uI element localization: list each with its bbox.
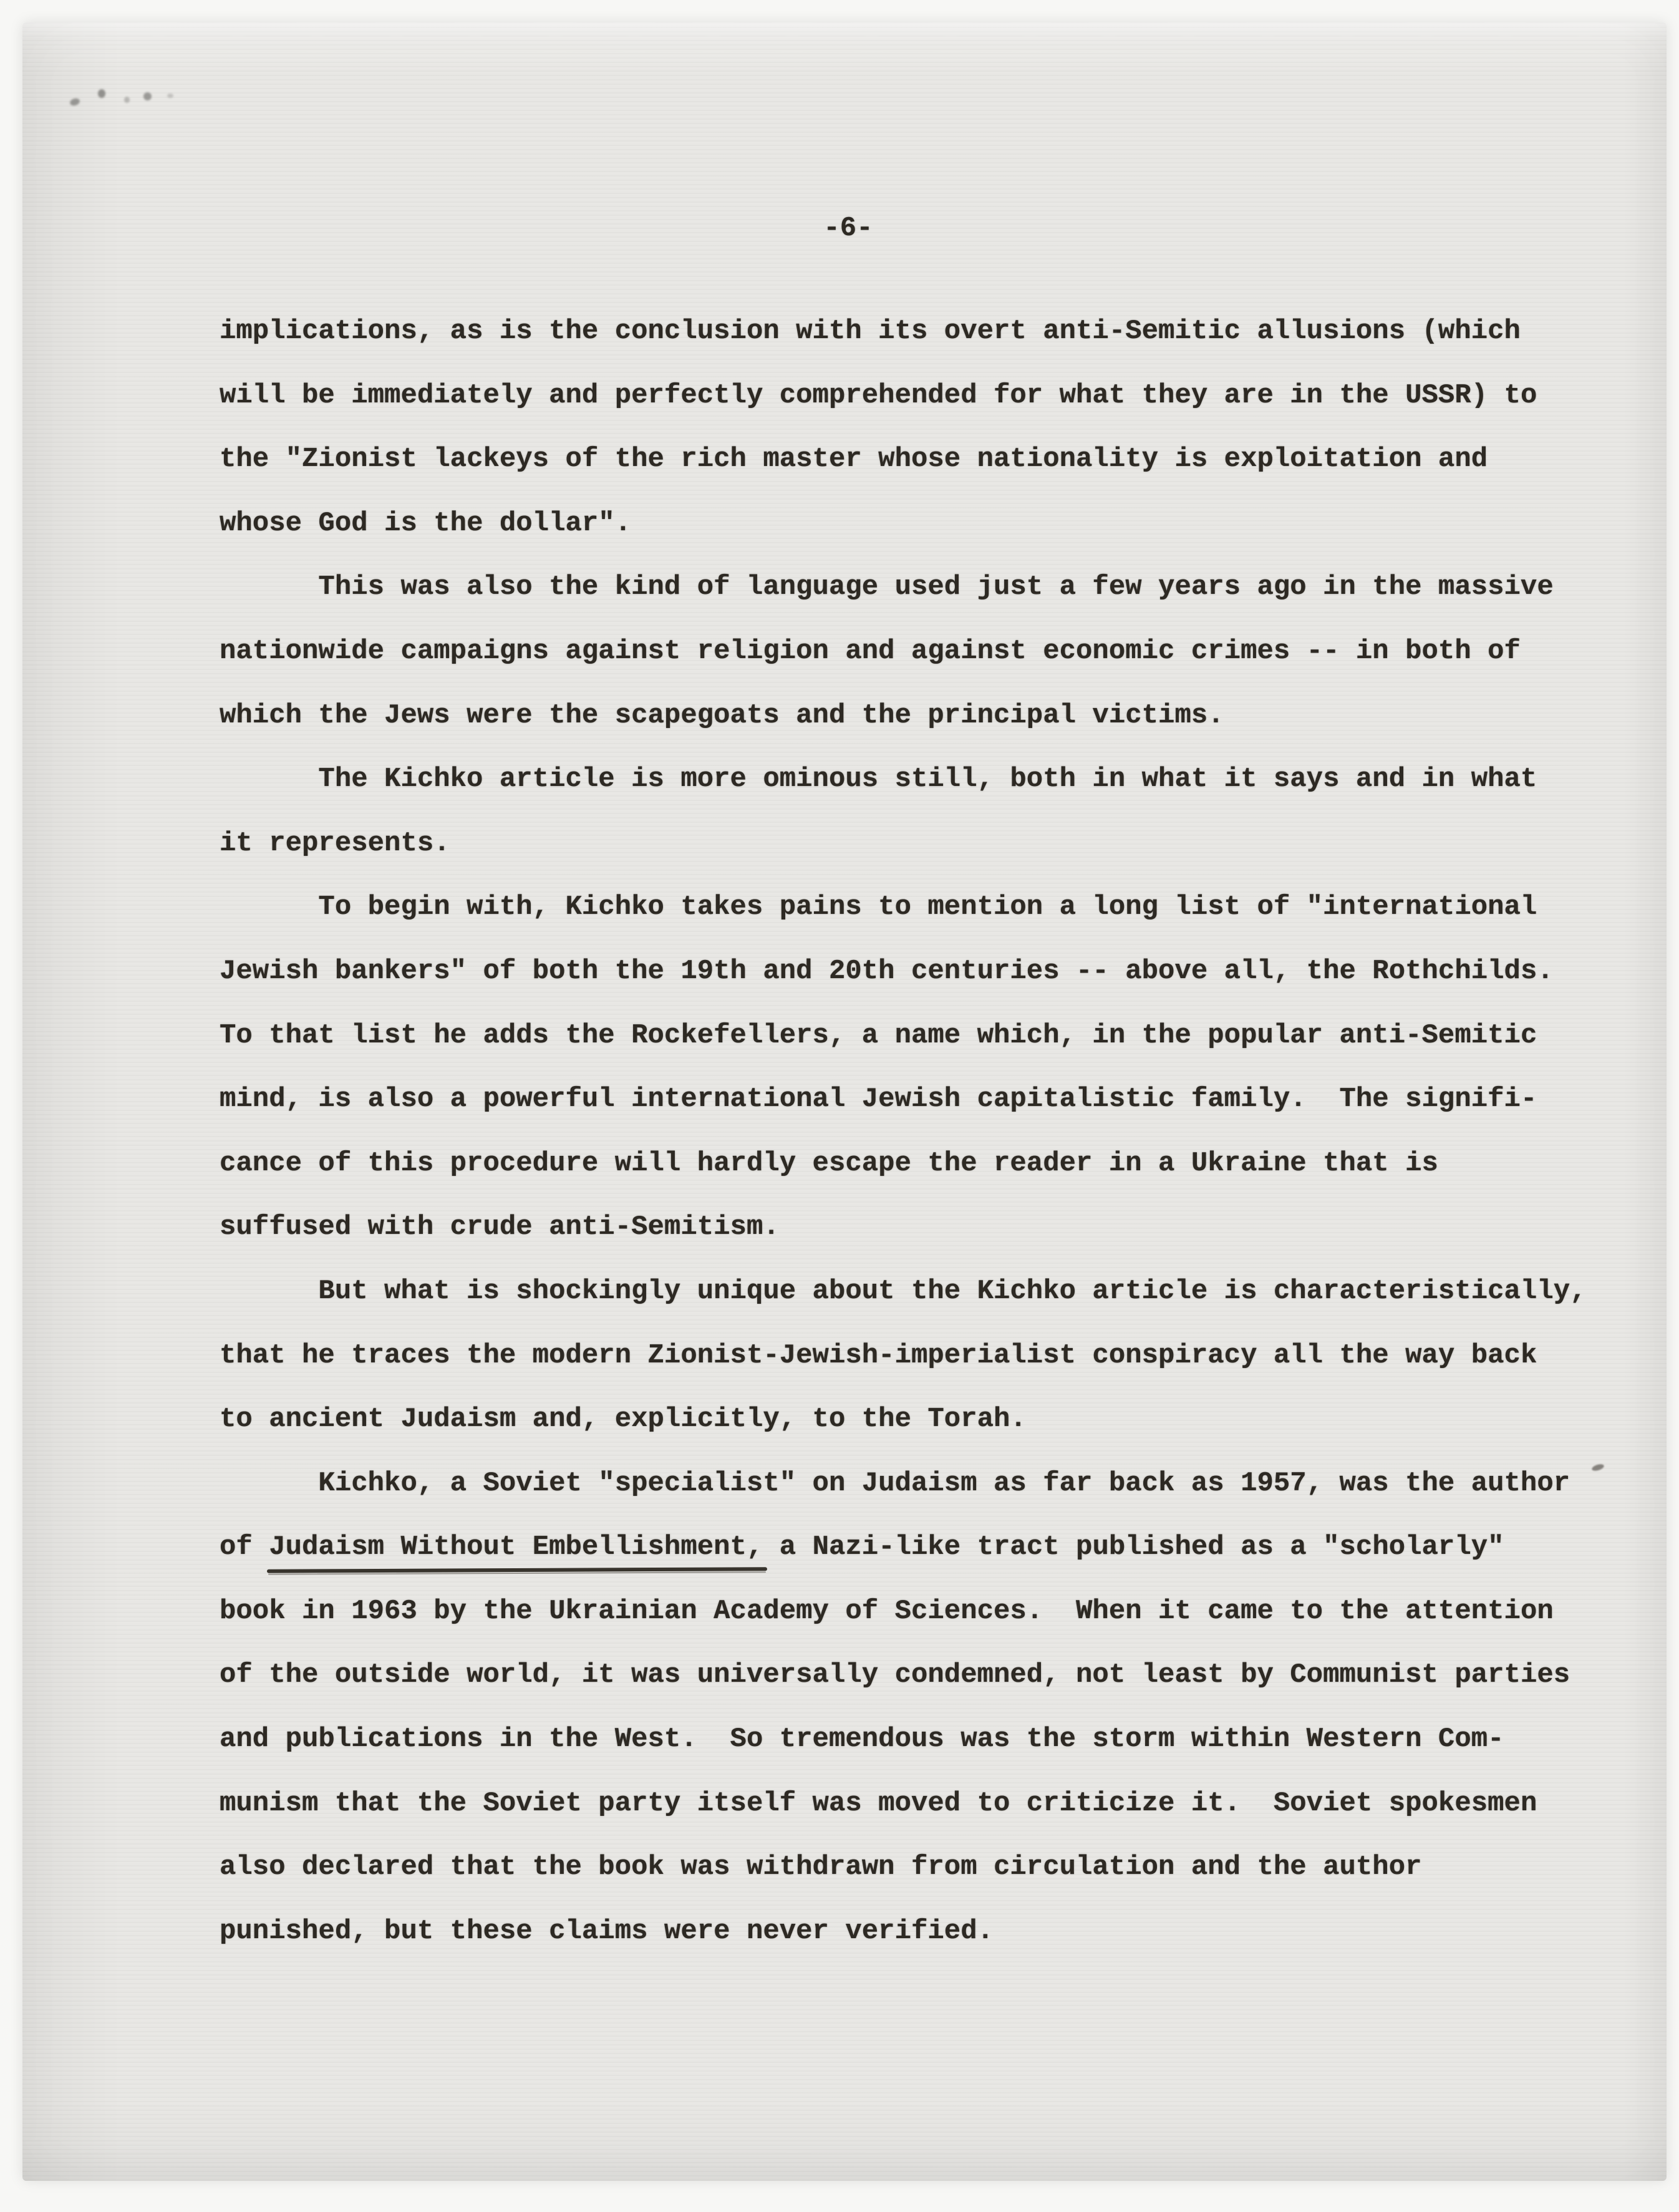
text-line <box>220 1515 1543 1579</box>
text-line: that he traces the modern Zionist-Jewish-imperialist conspiracy all the way back <box>220 1339 1537 1371</box>
pencil-mark <box>167 94 173 98</box>
pencil-mark <box>143 92 152 100</box>
text-line: cance of this procedure will hardly escape the reader in a Ukraine that is <box>220 1147 1438 1179</box>
text-line: To begin with, Kichko takes pains to mention a long list of "international <box>318 891 1537 923</box>
text-line: which the Jews were the scapegoats and the principal victims. <box>220 699 1224 731</box>
text-line: suffused with crude anti-Semitism. <box>220 1211 780 1243</box>
text-line: But what is shockingly unique about the Kichko article is characteristically, <box>318 1275 1587 1307</box>
text-line: of the outside world, it was universally condemned, not least by Communist parties <box>220 1659 1570 1691</box>
text-line: Kichko, a Soviet "specialist" on Judaism as far back as 1957, was the author <box>318 1467 1570 1499</box>
book-title-underlined: Judaism Without Embellishment, <box>269 1531 763 1563</box>
paragraph <box>220 1452 1570 1964</box>
text-line: the "Zionist lackeys of the rich master whose nationality is exploitation and <box>220 444 1488 475</box>
text-line: This was also the kind of language used just a few years ago in the massive <box>318 571 1554 603</box>
pencil-mark <box>124 97 130 103</box>
text-segment: of <box>220 1531 269 1563</box>
text-line: book in 1963 by the Ukrainian Academy of Sciences. When it came to the attention <box>220 1595 1554 1627</box>
page-number: -6- <box>823 213 873 244</box>
text-line: munism that the Soviet party itself was moved to criticize it. Soviet spokesmen <box>220 1787 1537 1819</box>
text-line: will be immediately and perfectly comprehended for what they are in the USSR) to <box>220 379 1537 411</box>
text-line: whose God is the dollar". <box>220 507 632 539</box>
paragraph <box>220 875 1554 1259</box>
text-line: punished, but these claims were never verified. <box>220 1915 994 1947</box>
pencil-mark <box>98 89 105 98</box>
text-line: mind, is also a powerful international Jewish capitalistic family. The signifi- <box>220 1084 1537 1115</box>
text-segment: a Nazi-like tract published as a "scholarly" <box>763 1531 1504 1563</box>
text-line: implications, as is the conclusion with its overt anti-Semitic allusions (which <box>220 316 1521 347</box>
paragraph <box>220 299 1543 555</box>
body-text <box>220 299 1587 1963</box>
text-line: it represents. <box>220 827 450 859</box>
text-line: to ancient Judaism and, explicitly, to the Torah. <box>220 1404 1027 1435</box>
paragraph <box>220 1259 1587 1452</box>
text-line: The Kichko article is more ominous still, both in what it says and in what <box>318 764 1537 795</box>
paragraph <box>220 747 1543 875</box>
text-line: also declared that the book was withdrawn from circulation and the author <box>220 1851 1422 1883</box>
text-line: and publications in the West. So tremendous was the storm within Western Com- <box>220 1724 1504 1755</box>
text-line: Jewish bankers" of both the 19th and 20th centuries -- above all, the Rothchilds. <box>220 955 1554 987</box>
text-line: nationwide campaigns against religion and against economic crimes -- in both of <box>220 635 1521 667</box>
paragraph <box>220 555 1554 747</box>
text-line: To that list he adds the Rockefellers, a name which, in the popular anti-Semitic <box>220 1019 1537 1051</box>
